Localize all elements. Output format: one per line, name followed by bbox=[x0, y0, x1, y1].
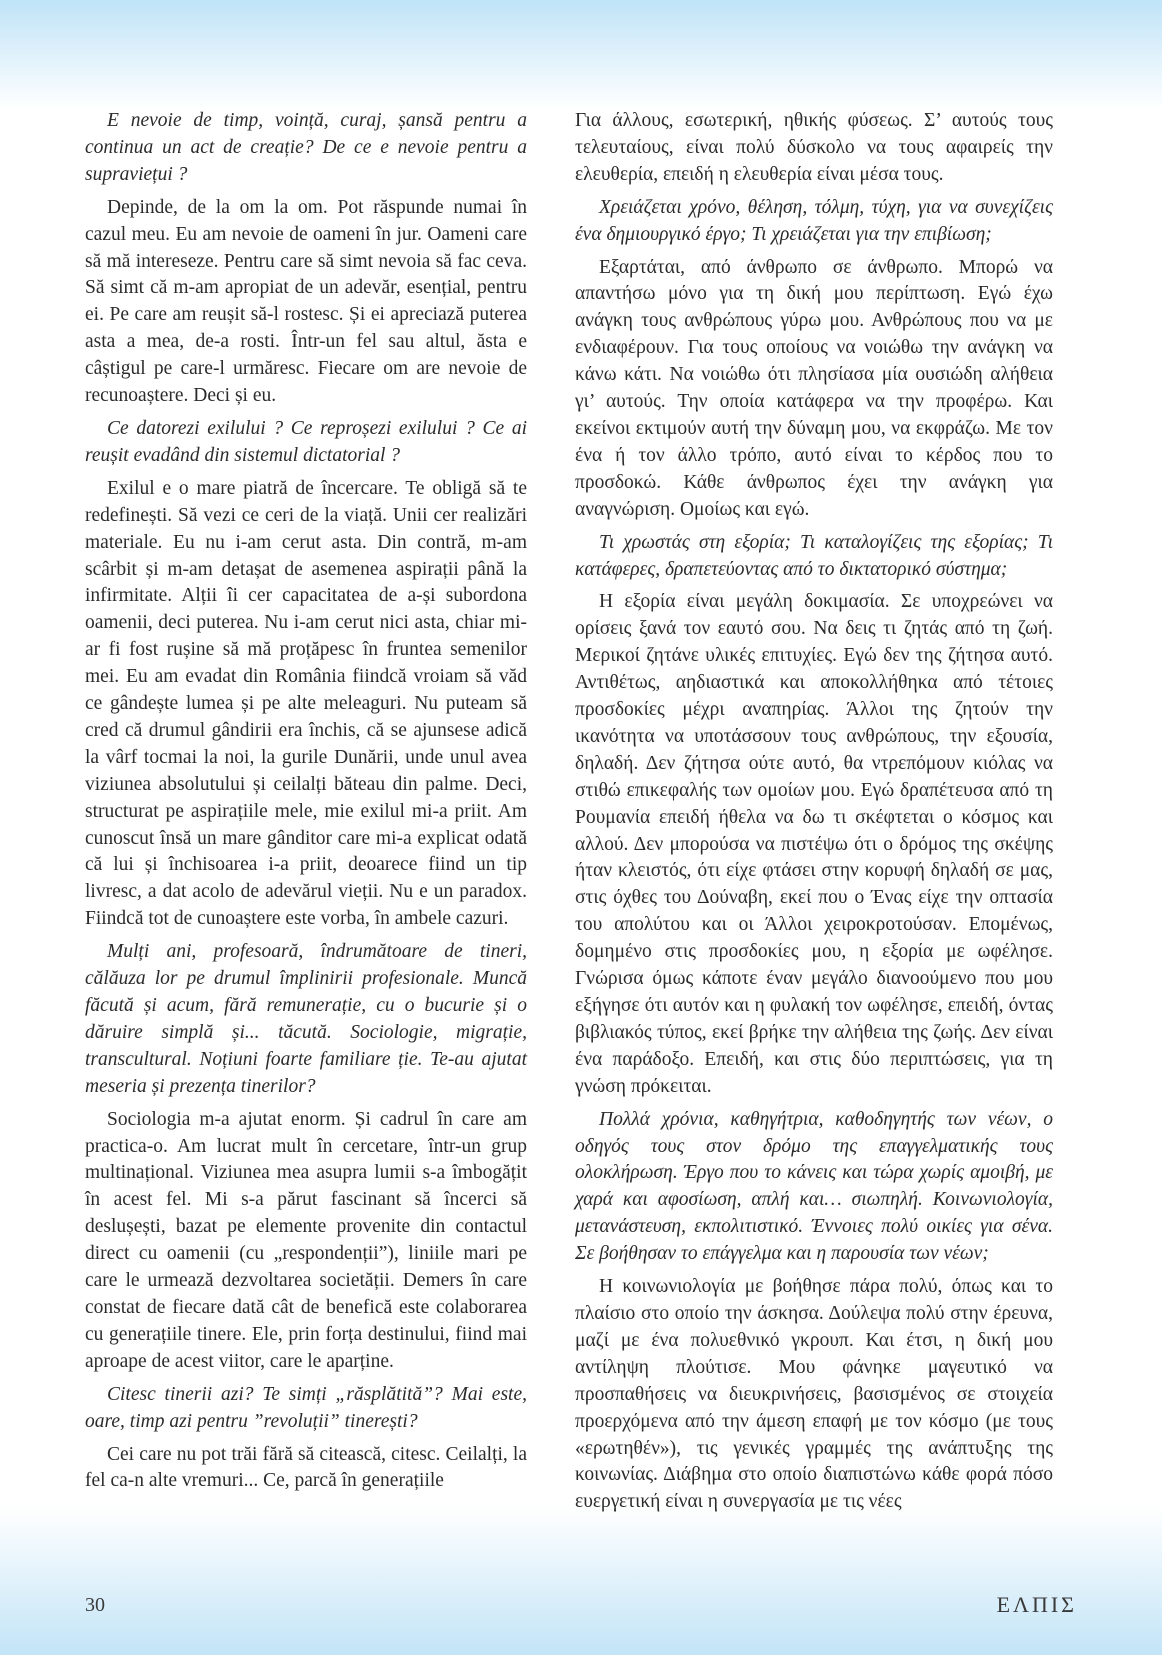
paragraph: Εξαρτάται, από άνθρωπο σε άνθρωπο. Μπορώ να απαντήσω μόνο για τη δική μου περίπτωση. Εγώ έχω ανάγκη τους ανθρώπους γύρω μου. Ανθρώπους που να με ενδιαφέρουν. Για τους οποίους να νοιώθω την ανάγκη να κάνω κάτι. Να νοιώθω ότι πλησίασα μία ουσιώδη αλήθεια γι’ αυτούς. Την οποία κατάφερα να την προφέρω. Και εκείνοι εκτιμούν αυτή την δύναμη μου, να εκφράζω. Με τον ένα ή τον άλλο τρόπο, αυτό είναι το κέρδος που το προσδοκώ. Κάθε άνθρωπος έχει την ανάγκη για αναγνώριση. Ομοίως και εγώ. bbox=[575, 256, 1053, 520]
paragraph: Sociologia m-a ajutat enorm. Și cadrul în care am practica-o. Am lucrat mult în cercetare, într-un grup multinațional. Viziunea mea asupra lumii s-a îmbogățit în acest fel. Mi s-a părut fascinant să încerci să deslușești, bazat pe elemente provenite din contactul direct cu oamenii (cu „respondenții”), liniile mari pe care le urmează dezvoltarea societății. Demers în care constat de fiecare dată cât de benefică este colaborarea cu generațiile tinere. Ele, prin forța destinului, fiind mai aproape de acest viitor, care le aparține. bbox=[85, 1108, 527, 1372]
paragraph: Πολλά χρόνια, καθηγήτρια, καθοδηγητής των νέων, ο οδηγός τους στον δρόμο της επαγγελματικής τους ολοκλήρωση. Έργο που το κάνεις και τώρα χωρίς αμοιβή, με χαρά και αφοσίωση, απλή και… σιωπηλή. Κοινωνιολογία, μετανάστευση, εκπολιτιστικό. Έννοιες πολύ οικίες για σένα. Σε βοήθησαν το επάγγελμα και η παρουσία των νέων; bbox=[575, 1108, 1053, 1265]
paragraph: Τι χρωστάς στη εξορία; Τι καταλογίζεις της εξορίας; Τι κατάφερες, δραπετεύοντας από το δικτατορικό σύστημα; bbox=[575, 531, 1053, 580]
romanian-text-column bbox=[85, 108, 527, 1501]
paragraph: Mulți ani, profesoară, îndrumătoare de tineri, călăuza lor pe drumul împlinirii profesionale. Muncă făcută și acum, fără remunerație, cu o bucurie și o dăruire simplă și... tăcută. Sociologie, migrație, transcultural. Noțiuni foarte familiare ție. Te-au ajutat meseria și prezența tinerilor? bbox=[85, 941, 527, 1097]
magazine-name: ΕΛΠΙΣ bbox=[996, 1592, 1077, 1617]
paragraph: Citesc tinerii azi? Te simți „răsplătită”? Mai este, oare, timp azi pentru ”revoluții” tinerești? bbox=[85, 1383, 527, 1432]
paragraph: Ce datorezi exilului ? Ce reproșezi exilului ? Ce ai reușit evadând din sistemul dictatorial ? bbox=[85, 417, 527, 466]
top-gradient-band bbox=[0, 0, 1162, 110]
paragraph: Χρειάζεται χρόνο, θέληση, τόλμη, τύχη, για να συνεχίζεις ένα δημιουργικό έργο; Τι χρειάζεται για την επιβίωση; bbox=[575, 196, 1053, 245]
paragraph: Cei care nu pot trăi fără să citească, citesc. Ceilalți, la fel ca-n alte vremuri... Ce, parcă în generațiile bbox=[85, 1443, 527, 1492]
paragraph: Depinde, de la om la om. Pot răspunde numai în cazul meu. Eu am nevoie de oameni în jur. Oameni care să mă intereseze. Pentru care să simt nevoia să fac ceva. Să simt că m-am apropiat de un adevăr, esențial, pentru ei. Pe care am reușit să-l rostesc. Și ei apreciază puterea asta a mea, de-a rosti. Într-un fel sau altul, ăsta e câștigul pe care-l urmăresc. Fiecare om are nevoie de recunoaștere. Deci și eu. bbox=[85, 196, 527, 407]
page-number: 30 bbox=[85, 1594, 105, 1616]
greek-text-column bbox=[575, 108, 1053, 1522]
paragraph: Η κοινωνιολογία με βοήθησε πάρα πολύ, όπως και το πλαίσιο στο οποίο την άσκησα. Δούλεψα πολύ στην έρευνα, μαζί με ένα πολυεθνικό γκρουπ. Και έτσι, η δική μου αντίληψη πλούτισε. Μου φάνηκε μαγευτικό να προσπαθήσεις να διευκρινήσεις, βασισμένος σε στοιχεία προερχόμενα από την άμεση επαφή με τον κόσμο (με τους «ερωτηθέν»), τις γενικές γραμμές της ανάπτυξης της κοινωνίας. Διάβημα στο οποίο διαπιστώνω κάθε φορά πόσο ευεργετική είναι η συνεργασία με τις νέες bbox=[575, 1276, 1053, 1513]
paragraph: Για άλλους, εσωτερική, ηθικής φύσεως. Σ’ αυτούς τους τελευταίους, είναι πολύ δύσκολο να τους αφαιρείς την ελευθερία, επειδή η ελευθερία είναι μέσα τους. bbox=[575, 110, 1053, 185]
paragraph: Exilul e o mare piatră de încercare. Te obligă să te redefinești. Să vezi ce ceri de la viață. Unii cer realizări materiale. Eu nu i-am cerut asta. Din contră, m-am scârbit și m-am detașat de asemenea aspirații până la infirmitate. Alții îi cer capacitatea de a-și subordona oamenii, deci puterea. Nu i-am cerut nici asta, chiar mi-ar fi fost rușine să mă proțăpesc în fruntea semenilor mei. Eu am evadat din România fiindcă vroiam să văd ce gândește lumea și pe alte meleaguri. Nu puteam să cred că drumul gândirii era închis, că se ajunsese adică la vârf tocmai la noi, la gurile Dunării, unde unul avea viziunea absolutului și ceilalți băteau din palme. Deci, structurat pe aspirațiile mele, mie exilul mi-a priit. Am cunoscut însă un mare gânditor care mi-a explicat odată că lui și închisoarea i-a priit, deoarece fiind un tip livresc, a dat acolo de adevărul vieții. Nu e un paradox. Fiindcă tot de cunoaștere este vorba, în ambele cazuri. bbox=[85, 477, 527, 930]
paragraph: E nevoie de timp, voință, curaj, șansă pentru a continua un act de creație? De ce e nevoie pentru a supraviețui ? bbox=[85, 110, 527, 185]
bottom-gradient-band bbox=[0, 1505, 1162, 1655]
paragraph: Η εξορία είναι μεγάλη δοκιμασία. Σε υποχρεώνει να ορίσεις ξανά τον εαυτό σου. Να δεις τι ζητάς από τη ζωή. Μερικοί ζητάνε υλικές επιτυχίες. Εγώ δεν της ζήτησα αυτό. Αντιθέτως, αηδιαστικά και αποκολλήθηκα από τέτοιες προσδοκίες μέχρι αναπηρίας. Άλλοι της ζητούν την ικανότητα να υποτάσσουν τους ανθρώπους, την εξουσία, δηλαδή. Δεν ζήτησα ούτε αυτό, θα ντρεπόμουν κιόλας να στιθώ επικεφαλής των ομοίων μου. Εγώ δραπέτευσα από τη Ρουμανία επειδή ήθελα να δω τι σκέφτεται ο κόσμος και αλλού. Δεν μπορούσα να πιστέψω ότι ο δρόμος της σκέψης ήταν κλειστός, ότι είχε φτάσει στην κορυφή δηλαδή σε μας, στις όχθες του Δούναβη, εκεί που ο Ένας είχε την οπτασία του απολύτου και οι Άλλοι χειροκροτούσαν. Επομένως, δομημένο στις προσδοκίες μου, η εξορία με ωφέλησε. Γνώρισα όμως κάποτε έναν μεγάλο διανοούμενο που μου εξήγησε ότι αυτόν και η φυλακή τον ωφέλησε, επειδή, όντας βιβλιακός τύπος, εκεί βρήκε την αλήθεια της ζωής. Δεν είναι ένα παράδοξο. Επειδή, και στις δύο περιπτώσεις, για τη γνώση πρόκειται. bbox=[575, 591, 1053, 1097]
